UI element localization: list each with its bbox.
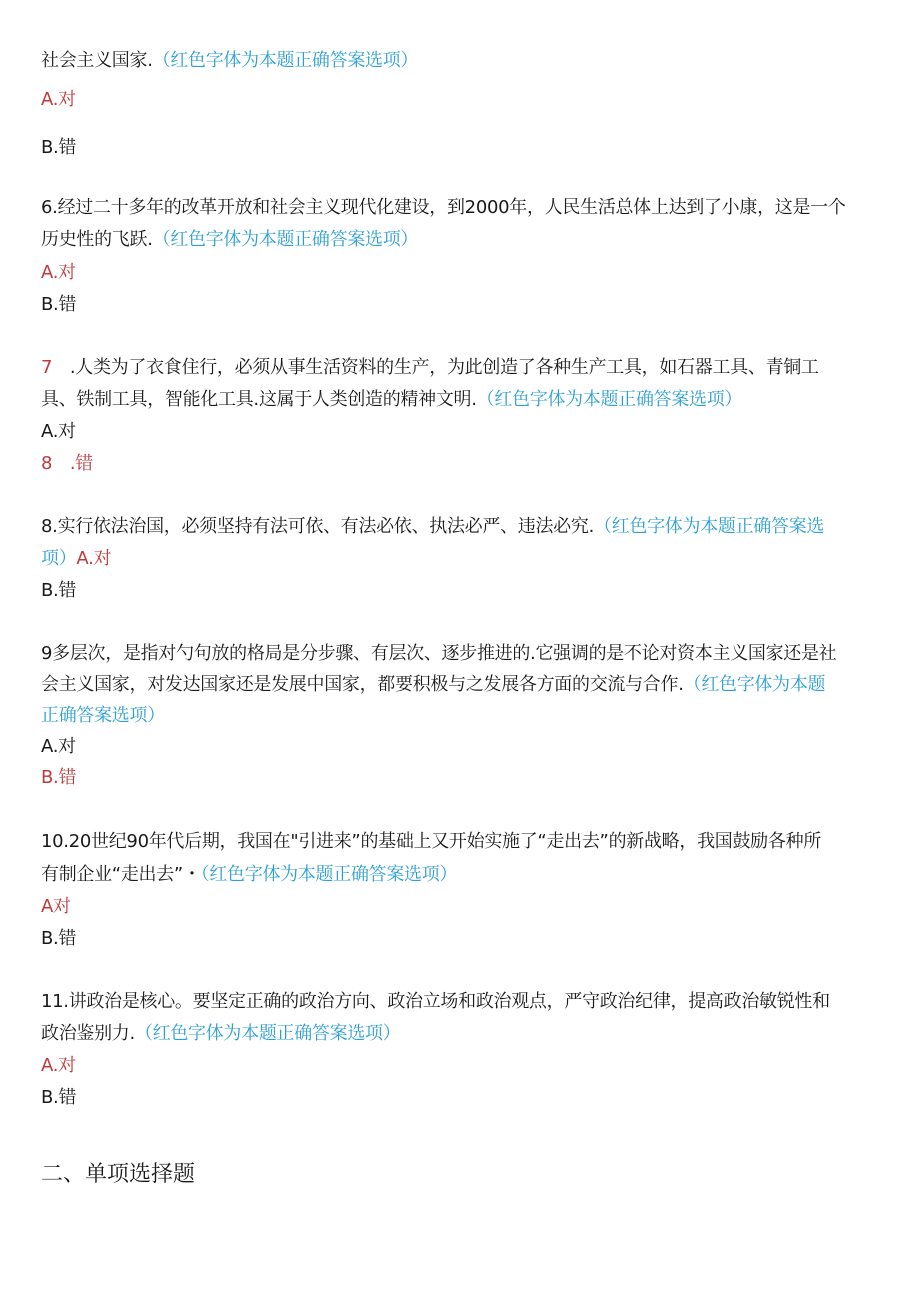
question-8-line-2 [41, 548, 111, 570]
question-7-line-2: 具、铁制工具，智能化工具.这属于人类创造的精神文明.（红色字体为本题正确答案选项） [41, 389, 743, 410]
answer-hint: （红色字体为本题正确答案选项） [152, 229, 419, 250]
question-11-option-a: A.对 [41, 1055, 76, 1076]
question-5-option-b: B.错 [41, 137, 77, 158]
question-8-line-1: 8.实行依法治国，必须坚持有法可依、有法必依、执法必严、违法必究.（红色字体为本题正确答案选 [41, 516, 825, 537]
question-6-line-1: 6.经过二十多年的改革开放和社会主义现代化建设，到2000年，人民生活总体上达到了小康，这是一个 [41, 197, 846, 218]
answer-hint: （红色字体为本题正确答案选项） [152, 50, 419, 71]
answer-hint: （红色字体为本题正确答案选项） [134, 1023, 401, 1044]
question-5-line-1: 社会主义国家.（红色字体为本题正确答案选项） [41, 50, 419, 71]
question-9-line-2: 会主义国家，对发达国家还是发展中国家，都要积极与之发展各方面的交流与合作.（红色字体为本题 [41, 674, 826, 695]
question-6-option-a: A.对 [41, 262, 76, 283]
question-9-option-b: B.错 [41, 767, 77, 788]
question-8-option-a: A.对 [76, 548, 112, 569]
question-6-line-2: 历史性的飞跃.（红色字体为本题正确答案选项） [41, 229, 419, 250]
question-9-line-1: 9多层次，是指对勺句放的格局是分步骤、有层次、逐步推进的.它强调的是不论对资本主义国家还是社 [41, 643, 837, 664]
question-5-option-a: A.对 [41, 89, 76, 110]
question-6-option-b: B.错 [41, 294, 77, 315]
question-7-line-1 [41, 357, 819, 379]
section-heading: 二、单项选择题 [41, 1162, 196, 1187]
question-7-option-a: A.对 [41, 421, 76, 442]
question-11-line-1: 11.讲政治是核心。要坚定正确的政治方向、政治立场和政治观点，严守政治纪律，提高政治敏锐性和 [41, 991, 830, 1012]
question-10-option-b: B.错 [41, 928, 77, 949]
question-11-option-b: B.错 [41, 1087, 77, 1108]
question-10-line-2: 有制企业“走出去”・（红色字体为本题正确答案选项） [41, 864, 458, 885]
answer-hint: （红色字体为本题正确答案选项） [200, 864, 458, 885]
question-10-line-1: 10.20世纪90年代后期，我国在"引进来”的基础上又开始实施了“走出去”的新战略，我国鼓励各种所 [41, 831, 821, 852]
question-7-option-b: 8 .错 [41, 453, 93, 474]
answer-hint: （红色字体为本题正确答案选项） [476, 389, 743, 410]
question-11-line-2: 政治鉴别力.（红色字体为本题正确答案选项） [41, 1023, 401, 1044]
question-7-number-7: 7 [41, 357, 53, 378]
question-8-option-b: B.错 [41, 580, 77, 601]
answer-hint-part-1: （红色字体为本题正确答案选 [594, 516, 825, 537]
answer-hint-part-1: （红色字体为本题 [683, 674, 826, 695]
question-7-text: .人类为了衣食住行，必须从事生活资料的生产，为此创造了各种生产工具，如石器工具、青铜工 [52, 357, 819, 378]
question-10-option-a: A对 [41, 896, 71, 917]
question-9-option-a: A.对 [41, 736, 76, 757]
answer-hint-part-2: 正确答案选项） [41, 705, 165, 726]
answer-hint-part-2: 项） [41, 548, 77, 569]
